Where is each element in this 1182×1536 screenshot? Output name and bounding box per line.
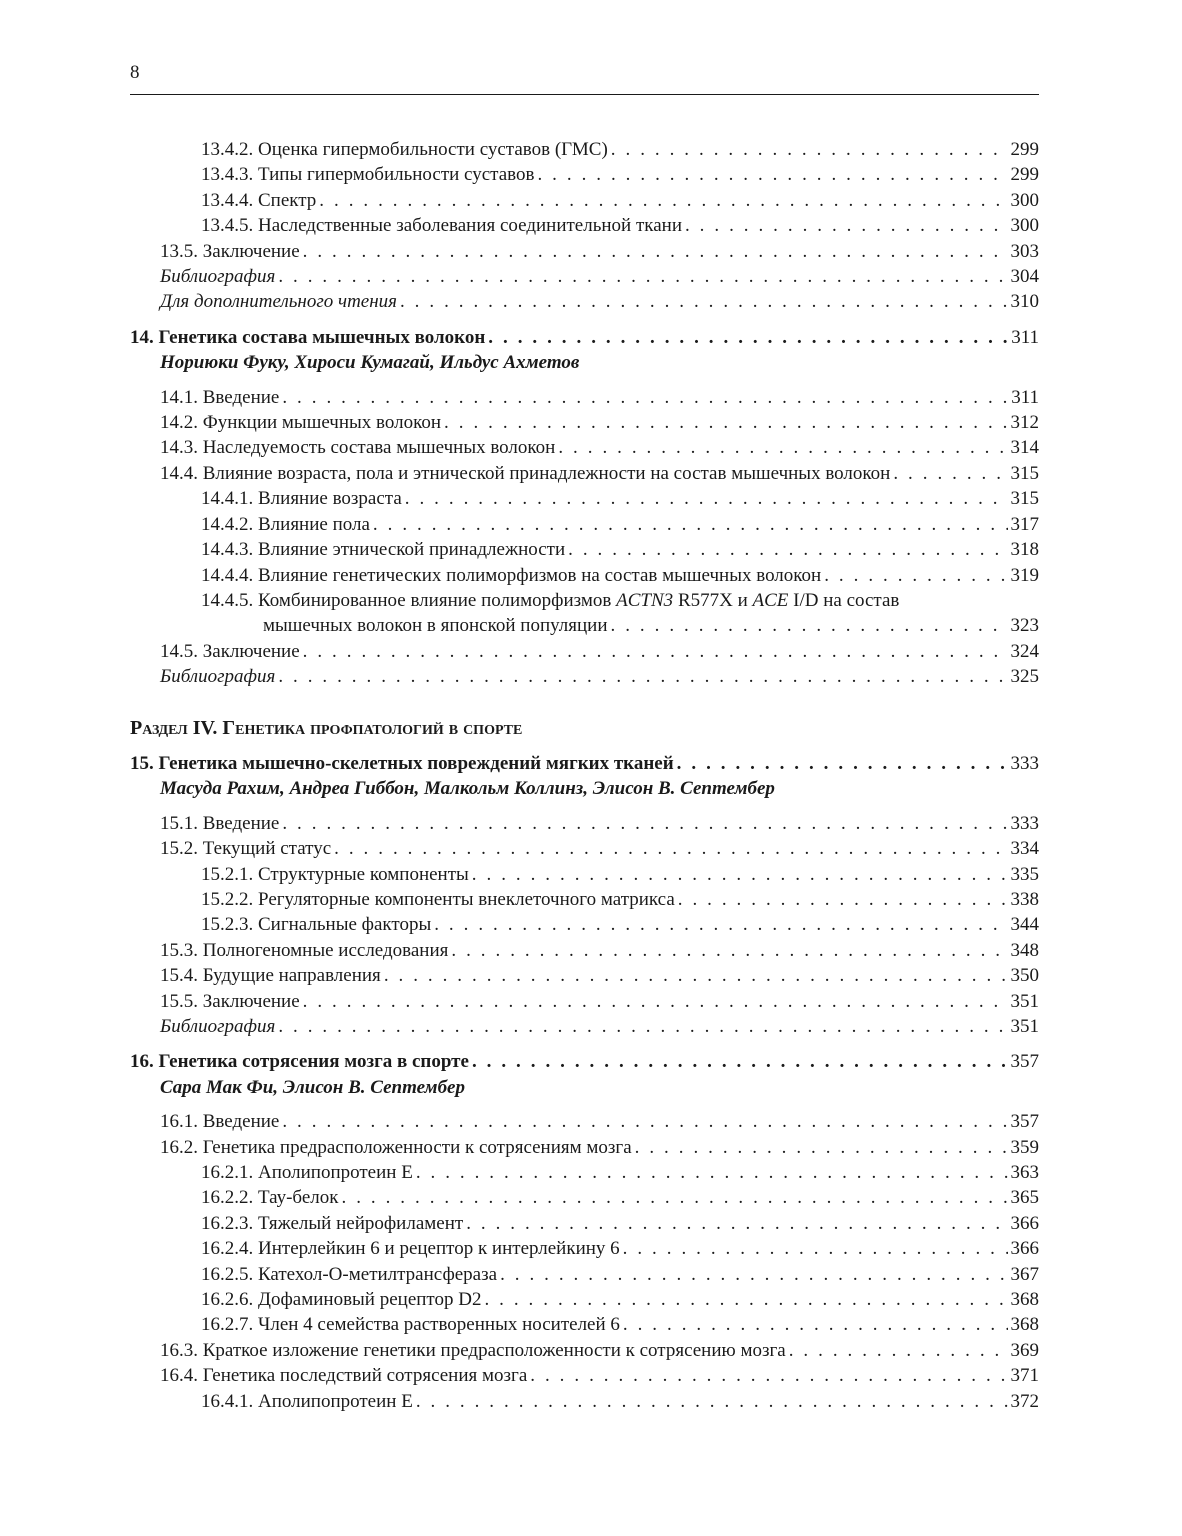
- toc-entry-13-4-5[interactable]: [130, 213, 1039, 238]
- toc-entry-15-2[interactable]: [130, 836, 1039, 861]
- toc-entry-number: 14.4.: [160, 462, 198, 484]
- toc-entry-14-4-3[interactable]: [130, 537, 1039, 562]
- toc-entry-page: 357: [1010, 1111, 1039, 1133]
- toc-entry-page: 367: [1010, 1263, 1039, 1285]
- toc-entry-page: 363: [1010, 1162, 1039, 1184]
- toc-entry-page: 338: [1010, 888, 1039, 910]
- toc-entry-number: 15.1.: [160, 812, 198, 834]
- toc-entry-title: Аполипопротеин Е: [258, 1390, 413, 1412]
- toc-entry-title: Влияние возраста: [258, 488, 402, 510]
- toc-entry-page: 350: [1010, 965, 1039, 987]
- toc-entry-title: Дофаминовый рецептор D2: [258, 1289, 482, 1311]
- toc-entry-page: 300: [1010, 215, 1039, 237]
- leader-dots: [451, 938, 1007, 963]
- toc-entry-number: 15.2.2.: [201, 888, 254, 910]
- leader-dots: [623, 1312, 1008, 1337]
- toc-entry-title: Введение: [202, 812, 280, 834]
- toc-entry-14-bibliography[interactable]: [130, 664, 1039, 689]
- toc-entry-title: Влияние генетических полиморфизмов на состав мышечных волокон: [258, 564, 822, 586]
- toc-entry-title: Типы гипермобильности суставов: [258, 164, 535, 186]
- toc-entry-number: 16.2.7.: [201, 1314, 254, 1336]
- toc-entry-15-2-2[interactable]: [130, 887, 1039, 912]
- toc-entry-title: Влияние этнической принадлежности: [258, 539, 566, 561]
- toc-entry-page: 317: [1010, 513, 1039, 535]
- toc-entry-page: 372: [1010, 1390, 1039, 1412]
- gene-ace: ACE: [752, 589, 789, 611]
- toc-entry-title: мышечных волокон в японской популяции: [263, 615, 608, 637]
- leader-dots: [678, 887, 1008, 912]
- leader-dots: [824, 563, 1007, 588]
- leader-dots: [685, 213, 1008, 238]
- toc-entry-page: 314: [1010, 437, 1039, 459]
- toc-entry-13-further-reading[interactable]: [130, 289, 1039, 314]
- toc-entry-title: Член 4 семейства растворенных носителей 6: [258, 1314, 620, 1336]
- leader-dots: [303, 239, 1008, 264]
- toc-entry-title: Оценка гипермобильности суставов (ГМС): [258, 139, 608, 160]
- toc-entry-13-4-4[interactable]: [130, 188, 1039, 213]
- toc-entry-page: 369: [1010, 1339, 1039, 1361]
- chapter-15-title[interactable]: [130, 751, 1039, 776]
- chapter-title: 15. Генетика мышечно-скелетных повреждений мягких тканей: [130, 752, 674, 774]
- leader-dots: [303, 639, 1008, 664]
- leader-dots: [635, 1135, 1008, 1160]
- toc-entry-number: 14.5.: [160, 640, 198, 662]
- toc-entry-page: 359: [1010, 1136, 1039, 1158]
- header-rule: [130, 94, 1039, 95]
- toc-entry-page: 366: [1010, 1238, 1039, 1260]
- leader-dots: [319, 188, 1007, 213]
- toc-entry-14-4-5-line1[interactable]: [130, 588, 1039, 613]
- toc-entry-page: 335: [1010, 863, 1039, 885]
- toc-entry-16-2-2[interactable]: [130, 1185, 1039, 1210]
- leader-dots: [342, 1185, 1008, 1210]
- toc-entry-page: 323: [1010, 615, 1039, 637]
- chapter-title: 16. Генетика сотрясения мозга в спорте: [130, 1051, 469, 1073]
- leader-dots: [472, 1049, 1008, 1074]
- leader-dots: [789, 1338, 1008, 1363]
- toc-entry-number: 14.4.5.: [201, 589, 254, 611]
- leader-dots: [558, 435, 1007, 460]
- toc-entry-13-4-2[interactable]: [130, 137, 1039, 162]
- toc-entry-16-4[interactable]: [130, 1363, 1039, 1388]
- toc-entry-number: 13.4.3.: [201, 164, 254, 186]
- toc-entry-number: 14.2.: [160, 412, 198, 434]
- toc-entry-title: Спектр: [258, 189, 317, 211]
- toc-entry-15-1[interactable]: [130, 811, 1039, 836]
- leader-dots: [278, 1014, 1007, 1039]
- leader-dots: [400, 289, 1008, 314]
- toc-entry-title: Интерлейкин 6 и рецептор к интерлейкину 6: [258, 1238, 620, 1260]
- chapter-page: 311: [1011, 326, 1039, 348]
- toc-entry-page: 311: [1011, 386, 1039, 408]
- chapter-page: 333: [1010, 752, 1039, 774]
- toc-entry-number: 15.5.: [160, 990, 198, 1012]
- toc-entry-15-5[interactable]: [130, 989, 1039, 1014]
- toc-entry-title: Введение: [202, 386, 280, 408]
- toc-entry-page: 351: [1010, 990, 1039, 1012]
- toc-entry-number: 16.2.5.: [201, 1263, 254, 1285]
- toc-entry-15-bibliography[interactable]: [130, 1014, 1039, 1039]
- leader-dots: [434, 912, 1007, 937]
- toc-entry-title: Введение: [202, 1111, 280, 1133]
- toc-entry-title: Генетика последствий сотрясения мозга: [202, 1365, 528, 1387]
- toc-entry-16-3[interactable]: [130, 1338, 1039, 1363]
- toc-entry-title: Генетика предрасположенности к сотрясениям мозга: [202, 1136, 632, 1158]
- toc-entry-page: 324: [1010, 640, 1039, 662]
- toc-entry-page: 310: [1010, 291, 1039, 313]
- toc-entry-title: Библиография: [160, 666, 276, 688]
- toc-entry-number: 15.2.: [160, 838, 198, 860]
- toc-entry-14-3[interactable]: [130, 435, 1039, 460]
- toc-entry-14-4-1[interactable]: [130, 486, 1039, 511]
- toc-entry-15-3[interactable]: [130, 938, 1039, 963]
- toc-entry-page: 315: [1010, 462, 1039, 484]
- leader-dots: [893, 461, 1007, 486]
- toc-entry-16-2-5[interactable]: [130, 1262, 1039, 1287]
- leader-dots: [405, 486, 1008, 511]
- toc-entry-number: 16.2.3.: [201, 1212, 254, 1234]
- leader-dots: [484, 1287, 1007, 1312]
- toc-entry-13-bibliography[interactable]: [130, 264, 1039, 289]
- toc-entry-page: 351: [1010, 1016, 1039, 1037]
- toc-entry-number: 16.1.: [160, 1111, 198, 1133]
- toc-entry-number: 14.4.4.: [201, 564, 254, 586]
- toc-entry-page: 299: [1010, 139, 1039, 160]
- chapter-16-authors: Сара Мак Фи, Элисон В. Септембер: [160, 1076, 465, 1098]
- toc-entry-title: Сигнальные факторы: [258, 914, 432, 936]
- toc-entry-title: Регуляторные компоненты внеклеточного матрикса: [258, 888, 675, 910]
- leader-dots: [611, 613, 1008, 638]
- chapter-14-title[interactable]: [130, 325, 1039, 350]
- toc-entry-16-2-3[interactable]: [130, 1211, 1039, 1236]
- toc-entry-page: 304: [1010, 266, 1039, 288]
- leader-dots: [537, 162, 1007, 187]
- chapter-page: 357: [1010, 1051, 1039, 1073]
- leader-dots: [278, 664, 1007, 689]
- toc-entry-title: Влияние пола: [258, 513, 370, 535]
- toc-entry-title: Тяжелый нейрофиламент: [258, 1212, 464, 1234]
- toc-entry-page: 303: [1010, 240, 1039, 262]
- table-of-contents: [130, 137, 1039, 1414]
- variant-text: I/D на состав: [793, 589, 900, 611]
- toc-entry-title: Заключение: [202, 640, 300, 662]
- toc-entry-number: 16.4.1.: [201, 1390, 254, 1412]
- toc-entry-16-2-7[interactable]: [130, 1312, 1039, 1337]
- leader-dots: [416, 1160, 1008, 1185]
- part-iv-title[interactable]: Раздел IV. Генетика профпатологий в спорте: [130, 716, 523, 739]
- toc-entry-title: Текущий статус: [202, 838, 332, 860]
- toc-entry-15-2-3[interactable]: [130, 912, 1039, 937]
- toc-entry-number: 15.3.: [160, 939, 198, 961]
- toc-entry-page: 366: [1010, 1212, 1039, 1234]
- toc-entry-page: 318: [1010, 539, 1039, 561]
- leader-dots: [282, 1109, 1007, 1134]
- leader-dots: [677, 751, 1008, 776]
- toc-entry-14-4-5-line2[interactable]: [130, 613, 1039, 638]
- toc-entry-title: Заключение: [202, 990, 300, 1012]
- toc-entry-page: 325: [1010, 666, 1039, 688]
- toc-entry-number: 14.4.3.: [201, 539, 254, 561]
- toc-entry-number: 16.2.6.: [201, 1289, 254, 1311]
- chapter-15-authors: Масуда Рахим, Андреа Гиббон, Малкольм Коллинз, Элисон В. Септембер: [160, 778, 775, 800]
- toc-entry-title: Библиография: [160, 1016, 276, 1037]
- toc-entry-15-2-1[interactable]: [130, 862, 1039, 887]
- toc-entry-number: 16.2.: [160, 1136, 198, 1158]
- leader-dots: [444, 410, 1007, 435]
- toc-entry-16-2-1[interactable]: [130, 1160, 1039, 1185]
- toc-entry-number: 16.2.1.: [201, 1162, 254, 1184]
- leader-dots: [466, 1211, 1007, 1236]
- leader-dots: [282, 385, 1008, 410]
- toc-entry-page: 319: [1010, 564, 1039, 586]
- toc-entry-16-2-4[interactable]: [130, 1236, 1039, 1261]
- toc-entry-number: 13.5.: [160, 240, 198, 262]
- leader-dots: [416, 1389, 1008, 1414]
- leader-dots: [384, 963, 1008, 988]
- leader-dots: [373, 512, 1008, 537]
- toc-entry-number: 16.2.2.: [201, 1187, 254, 1209]
- toc-entry-title: Библиография: [160, 266, 276, 288]
- toc-entry-number: 14.4.1.: [201, 488, 254, 510]
- leader-dots: [334, 836, 1007, 861]
- toc-entry-title: Заключение: [202, 240, 300, 262]
- toc-entry-title: Тау-белок: [258, 1187, 339, 1209]
- page-number: 8: [130, 62, 140, 83]
- leader-dots: [568, 537, 1007, 562]
- toc-entry-page: 348: [1010, 939, 1039, 961]
- toc-entry-title: Для дополнительного чтения: [160, 291, 397, 313]
- toc-entry-page: 299: [1010, 164, 1039, 186]
- leader-dots: [623, 1236, 1008, 1261]
- toc-entry-title: Наследственные заболевания соединительной ткани: [258, 215, 682, 237]
- leader-dots: [472, 862, 1008, 887]
- leader-dots: [611, 137, 1008, 162]
- toc-entry-number: 13.4.4.: [201, 189, 254, 211]
- toc-entry-title: Аполипопротеин Е: [258, 1162, 413, 1184]
- toc-entry-number: 16.2.4.: [201, 1238, 254, 1260]
- toc-entry-page: 365: [1010, 1187, 1039, 1209]
- toc-entry-page: 368: [1010, 1314, 1039, 1336]
- toc-entry-title: Влияние возраста, пола и этнической принадлежности на состав мышечных волокон: [202, 462, 891, 484]
- toc-entry-number: 16.3.: [160, 1339, 198, 1361]
- chapter-title: 14. Генетика состава мышечных волокон: [130, 326, 486, 348]
- leader-dots: [488, 325, 1008, 350]
- toc-entry-page: 334: [1010, 838, 1039, 860]
- leader-dots: [500, 1262, 1007, 1287]
- toc-entry-14-5[interactable]: [130, 639, 1039, 664]
- leader-dots: [303, 989, 1008, 1014]
- toc-entry-14-2[interactable]: [130, 410, 1039, 435]
- toc-entry-number: 13.4.2.: [201, 139, 254, 160]
- toc-entry-title: Краткое изложение генетики предрасположенности к сотрясению мозга: [202, 1339, 786, 1361]
- toc-entry-16-2[interactable]: [130, 1135, 1039, 1160]
- toc-entry-number: 14.1.: [160, 386, 198, 408]
- toc-entry-page: 312: [1010, 412, 1039, 434]
- toc-entry-13-5[interactable]: [130, 239, 1039, 264]
- toc-entry-title: Комбинированное влияние полиморфизмов: [258, 589, 612, 611]
- leader-dots: [282, 811, 1007, 836]
- leader-dots: [278, 264, 1007, 289]
- toc-entry-page: 344: [1010, 914, 1039, 936]
- toc-entry-14-1[interactable]: [130, 385, 1039, 410]
- toc-entry-page: 333: [1010, 812, 1039, 834]
- gene-actn3: ACTN3: [616, 589, 674, 611]
- toc-entry-16-4-1[interactable]: [130, 1389, 1039, 1414]
- toc-entry-14-4[interactable]: [130, 461, 1039, 486]
- toc-entry-page: 300: [1010, 189, 1039, 211]
- toc-entry-number: 13.4.5.: [201, 215, 254, 237]
- toc-entry-title: Структурные компоненты: [258, 863, 469, 885]
- toc-entry-14-4-2[interactable]: [130, 512, 1039, 537]
- toc-entry-number: 14.4.2.: [201, 513, 254, 535]
- variant-text: R577X и: [677, 589, 748, 611]
- toc-entry-title: Полногеномные исследования: [202, 939, 449, 961]
- toc-entry-number: 16.4.: [160, 1365, 198, 1387]
- toc-entry-title: Наследуемость состава мышечных волокон: [202, 437, 556, 459]
- toc-entry-page: 371: [1010, 1365, 1039, 1387]
- toc-entry-13-4-3[interactable]: [130, 162, 1039, 187]
- toc-entry-16-1[interactable]: [130, 1109, 1039, 1134]
- toc-entry-page: 315: [1010, 488, 1039, 510]
- toc-entry-title: Катехол-О-метилтрансфераза: [258, 1263, 498, 1285]
- toc-entry-number: 14.3.: [160, 437, 198, 459]
- toc-entry-title: Будущие направления: [202, 965, 381, 987]
- toc-entry-15-4[interactable]: [130, 963, 1039, 988]
- toc-entry-number: 15.2.1.: [201, 863, 254, 885]
- toc-entry-14-4-4[interactable]: [130, 563, 1039, 588]
- leader-dots: [530, 1363, 1007, 1388]
- chapter-14-authors: Нориюки Фуку, Хироси Кумагай, Ильдус Ахметов: [160, 352, 580, 374]
- toc-entry-number: 15.2.3.: [201, 914, 254, 936]
- toc-entry-page: 368: [1010, 1289, 1039, 1311]
- toc-entry-number: 15.4.: [160, 965, 198, 987]
- toc-entry-16-2-6[interactable]: [130, 1287, 1039, 1312]
- chapter-16-title[interactable]: [130, 1049, 1039, 1074]
- toc-entry-title: Функции мышечных волокон: [202, 412, 442, 434]
